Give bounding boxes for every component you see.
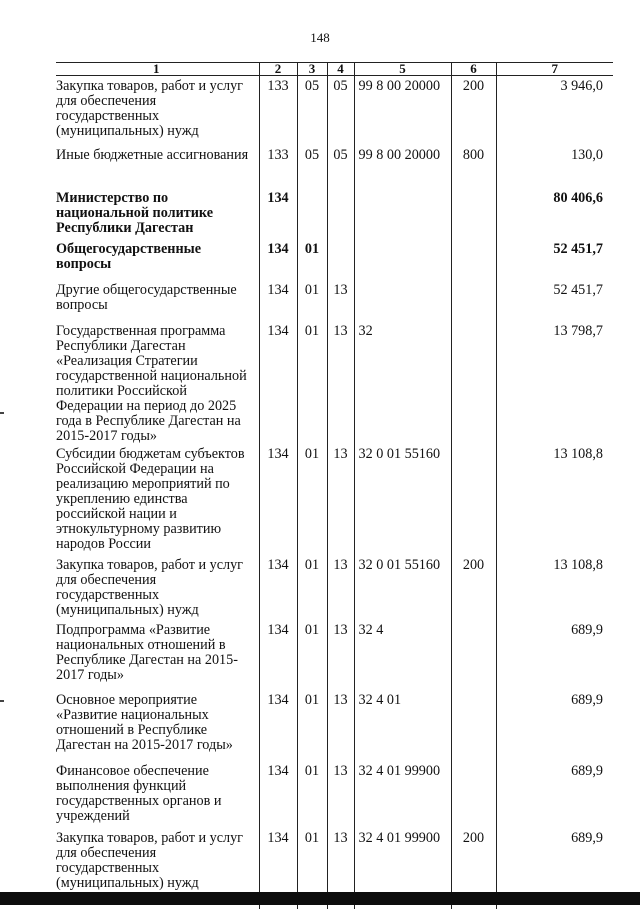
column-header: 7	[496, 63, 613, 76]
target-item-cell: 32 0 01 55160	[354, 444, 451, 555]
amount-cell: 689,9	[496, 690, 613, 761]
row-name-cell: Подпрограмма «Развитие национальных отношений в Республике Дагестан на 2015-2017 годы»	[56, 620, 259, 690]
subsection-code-cell: 13	[327, 761, 354, 828]
expense-type-cell: 200	[451, 555, 496, 620]
ministry-code-cell: 134	[259, 239, 297, 280]
amount-cell: 13 108,8	[496, 444, 613, 555]
target-item-cell: 32 4 01 99900	[354, 761, 451, 828]
amount-cell: 689,9	[496, 828, 613, 891]
column-header: 6	[451, 63, 496, 76]
amount-cell: 689,9	[496, 761, 613, 828]
column-header: 5	[354, 63, 451, 76]
target-item-cell	[354, 239, 451, 280]
section-code-cell: 01	[297, 444, 327, 555]
amount-cell: 52 451,7	[496, 280, 613, 321]
section-code-cell: 01	[297, 321, 327, 444]
row-name-cell: Государственная программа Республики Дагестан «Реализация Стратегии государственной национальной политики Российской Федерации на период до 2025 года в Республике Дагестан на 2015-2017 годы»	[56, 321, 259, 444]
budget-table	[56, 62, 613, 909]
table-row	[56, 188, 613, 239]
amount-cell: 3 946,0	[496, 76, 613, 146]
ministry-code-cell: 134	[259, 761, 297, 828]
column-header: 4	[327, 63, 354, 76]
table-row	[56, 690, 613, 761]
target-item-cell: 99 8 00 20000	[354, 145, 451, 188]
target-item-cell: 99 8 00 20000	[354, 76, 451, 146]
section-code-cell: 01	[297, 620, 327, 690]
table-body	[56, 76, 613, 909]
scan-edge-mark	[0, 412, 4, 414]
row-name-cell: Закупка товаров, работ и услуг для обеспечения государственных (муниципальных) нужд	[56, 828, 259, 891]
amount-cell: 130,0	[496, 145, 613, 188]
target-item-cell	[354, 280, 451, 321]
table-row	[56, 321, 613, 444]
column-header: 3	[297, 63, 327, 76]
row-name-cell: Финансовое обеспечение выполнения функций государственных органов и учреждений	[56, 761, 259, 828]
subsection-code-cell: 13	[327, 555, 354, 620]
row-name-cell: Другие общегосударственные вопросы	[56, 280, 259, 321]
scan-edge-mark	[0, 700, 4, 702]
ministry-code-cell: 134	[259, 280, 297, 321]
expense-type-cell	[451, 761, 496, 828]
target-item-cell: 32 4 01 99900	[354, 828, 451, 891]
subsection-code-cell	[327, 239, 354, 280]
expense-type-cell	[451, 188, 496, 239]
expense-type-cell	[451, 280, 496, 321]
amount-cell: 689,9	[496, 620, 613, 690]
section-code-cell: 01	[297, 239, 327, 280]
expense-type-cell	[451, 239, 496, 280]
section-code-cell: 01	[297, 761, 327, 828]
section-code-cell: 01	[297, 555, 327, 620]
amount-cell: 13 108,8	[496, 555, 613, 620]
row-name-cell: Министерство по национальной политике Республики Дагестан	[56, 188, 259, 239]
expense-type-cell	[451, 690, 496, 761]
ministry-code-cell: 134	[259, 188, 297, 239]
amount-cell: 52 451,7	[496, 239, 613, 280]
ministry-code-cell: 133	[259, 145, 297, 188]
row-name-cell: Общегосударственные вопросы	[56, 239, 259, 280]
table-row	[56, 76, 613, 146]
subsection-code-cell: 13	[327, 321, 354, 444]
column-header: 2	[259, 63, 297, 76]
subsection-code-cell: 13	[327, 444, 354, 555]
subsection-code-cell: 13	[327, 828, 354, 891]
expense-type-cell: 200	[451, 76, 496, 146]
section-code-cell	[297, 188, 327, 239]
row-name-cell: Закупка товаров, работ и услуг для обеспечения государственных (муниципальных) нужд	[56, 555, 259, 620]
expense-type-cell: 200	[451, 828, 496, 891]
page-number: 148	[0, 30, 640, 46]
header-row	[56, 63, 613, 76]
ministry-code-cell: 134	[259, 690, 297, 761]
amount-cell: 80 406,6	[496, 188, 613, 239]
subsection-code-cell	[327, 188, 354, 239]
table-row	[56, 145, 613, 188]
target-item-cell: 32	[354, 321, 451, 444]
table-row	[56, 620, 613, 690]
table-row	[56, 444, 613, 555]
ministry-code-cell: 134	[259, 321, 297, 444]
row-name-cell: Основное мероприятие «Развитие национальных отношений в Республике Дагестан на 2015-2017 годы»	[56, 690, 259, 761]
section-code-cell: 01	[297, 690, 327, 761]
scan-border	[0, 892, 640, 905]
ministry-code-cell: 134	[259, 444, 297, 555]
table-row	[56, 239, 613, 280]
expense-type-cell	[451, 620, 496, 690]
subsection-code-cell: 13	[327, 620, 354, 690]
section-code-cell: 01	[297, 828, 327, 891]
table-row	[56, 828, 613, 891]
ministry-code-cell: 133	[259, 76, 297, 146]
section-code-cell: 01	[297, 280, 327, 321]
ministry-code-cell: 134	[259, 620, 297, 690]
amount-cell: 13 798,7	[496, 321, 613, 444]
ministry-code-cell: 134	[259, 828, 297, 891]
expense-type-cell	[451, 321, 496, 444]
subsection-code-cell: 05	[327, 76, 354, 146]
row-name-cell: Субсидии бюджетам субъектов Российской Федерации на реализацию мероприятий по укреплению единства российской нации и этнокультурному развитию народов России	[56, 444, 259, 555]
target-item-cell: 32 4 01	[354, 690, 451, 761]
table-row	[56, 280, 613, 321]
row-name-cell: Закупка товаров, работ и услуг для обеспечения государственных (муниципальных) нужд	[56, 76, 259, 146]
ministry-code-cell: 134	[259, 555, 297, 620]
subsection-code-cell: 05	[327, 145, 354, 188]
section-code-cell: 05	[297, 76, 327, 146]
target-item-cell	[354, 188, 451, 239]
column-header: 1	[56, 63, 259, 76]
target-item-cell: 32 0 01 55160	[354, 555, 451, 620]
section-code-cell: 05	[297, 145, 327, 188]
expense-type-cell	[451, 444, 496, 555]
table-row	[56, 555, 613, 620]
target-item-cell: 32 4	[354, 620, 451, 690]
expense-type-cell: 800	[451, 145, 496, 188]
row-name-cell: Иные бюджетные ассигнования	[56, 145, 259, 188]
table-row	[56, 761, 613, 828]
subsection-code-cell: 13	[327, 280, 354, 321]
subsection-code-cell: 13	[327, 690, 354, 761]
